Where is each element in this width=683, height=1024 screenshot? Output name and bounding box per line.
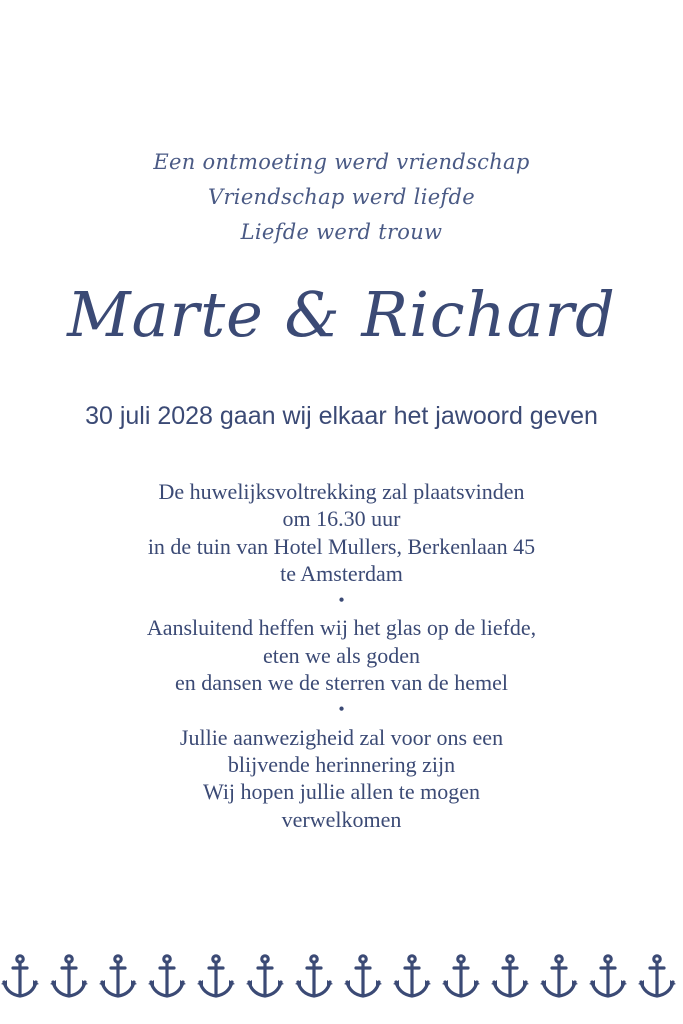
anchor-icon: [245, 954, 285, 1000]
anchor-icon: [490, 954, 530, 1000]
detail-line: Aansluitend heffen wij het glas op de liefde,: [146, 615, 537, 641]
anchor-icon: [588, 954, 628, 1000]
anchor-icon: [0, 954, 40, 1000]
anchor-icon: [196, 954, 236, 1000]
separator-bullet: •: [338, 590, 345, 611]
detail-line: in de tuin van Hotel Mullers, Berkenlaan 45: [147, 533, 536, 559]
anchor-icon: [98, 954, 138, 1000]
anchor-icon: [49, 954, 89, 1000]
detail-line: eten we als goden: [263, 642, 420, 668]
poem-line: Vriendschap werd liefde: [208, 185, 475, 209]
separator-bullet: •: [338, 699, 345, 720]
anchor-icon: [441, 954, 481, 1000]
poem: [0, 145, 683, 250]
anchor-icon: [637, 954, 677, 1000]
anchor-icon: [392, 954, 432, 1000]
detail-line: De huwelijksvoltrekking zal plaatsvinden: [158, 479, 525, 504]
poem-line: Liefde werd trouw: [240, 220, 443, 244]
detail-line: om 16.30 uur: [282, 506, 401, 532]
detail-line: en dansen we de sterren van de hemel: [175, 670, 508, 696]
detail-line: Jullie aanwezigheid zal voor ons een: [179, 724, 504, 750]
couple-names: Marte & Richard: [67, 278, 616, 351]
detail-line: blijvende herinnering zijn: [227, 751, 456, 777]
poem-line: Een ontmoeting werd vriendschap: [153, 150, 530, 174]
anchor-border: [0, 954, 683, 1004]
anchor-icon: [539, 954, 579, 1000]
wedding-date-line: 30 juli 2028 gaan wij elkaar het jawoord geven: [85, 402, 598, 430]
wedding-details: [0, 478, 683, 833]
anchor-icon: [343, 954, 383, 1000]
detail-line: te Amsterdam: [280, 560, 403, 586]
detail-line: Wij hopen jullie allen te mogen: [202, 779, 481, 805]
detail-line: verwelkomen: [281, 806, 402, 832]
anchor-icon: [294, 954, 334, 1000]
anchor-icon: [147, 954, 187, 1000]
